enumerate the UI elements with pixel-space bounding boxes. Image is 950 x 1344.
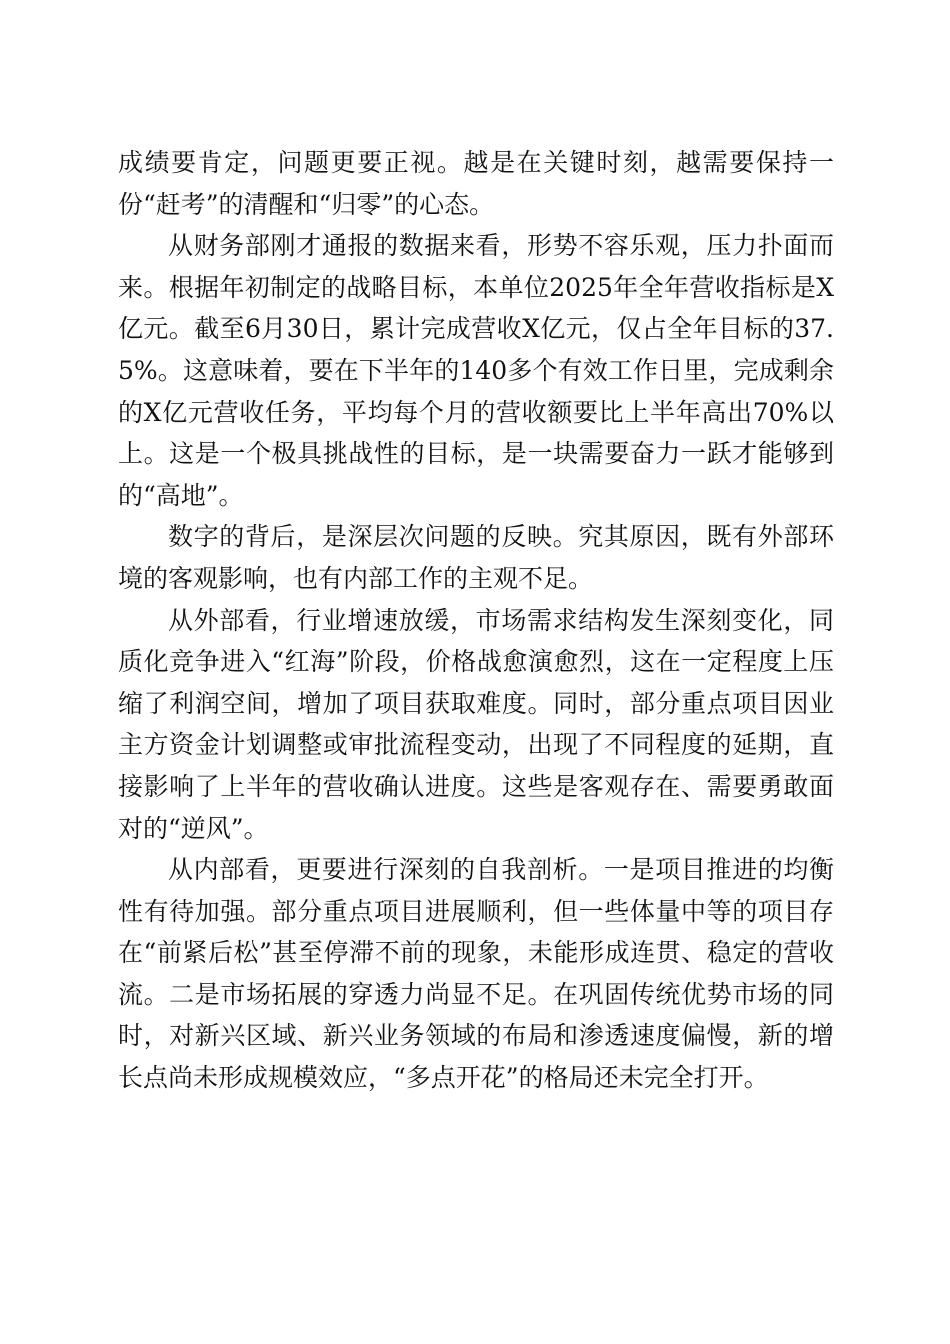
paragraph-finance-data: 从财务部刚才通报的数据来看，形势不容乐观，压力扑面而来。根据年初制定的战略目标，本单位2025年全年营收指标是X亿元。截至6月30日，累计完成营收X亿元，仅占全年目标的37.5%。这意味着，要在下半年的140多个有效工作日里，完成剩余的X亿元营收任务，平均每个月的营收额要比上半年高出70%以上。这是一个极具挑战性的目标，是一块需要奋力一跃才能够到的“高地”。 bbox=[118, 231, 834, 510]
paragraph-root-causes: 数字的背后，是深层次问题的反映。究其原因，既有外部环境的客观影响，也有内部工作的主观不足。 bbox=[118, 522, 834, 593]
paragraph-external-factors: 从外部看，行业增速放缓，市场需求结构发生深刻变化，同质化竞争进入“红海”阶段，价格战愈演愈烈，这在一定程度上压缩了利润空间，增加了项目获取难度。同时，部分重点项目因业主方资金计划调整或审批流程变动，出现了不同程度的延期，直接影响了上半年的营收确认进度。这些是客观存在、需要勇敢面对的“逆风”。 bbox=[118, 605, 834, 843]
paragraph-internal-factors: 从内部看，更要进行深刻的自我剖析。一是项目推进的均衡性有待加强。部分重点项目进展顺利，但一些体量中等的项目存在“前紧后松”甚至停滞不前的现象，未能形成连贯、稳定的营收流。二是市场拓展的穿透力尚显不足。在巩固传统优势市场的同时，对新兴区域、新兴业务领域的布局和渗透速度偏慢，新的增长点尚未形成规模效应，“多点开花”的格局还未完全打开。 bbox=[118, 855, 834, 1093]
document-body bbox=[118, 142, 834, 1099]
paragraph-continuation: 成绩要肯定，问题更要正视。越是在关键时刻，越需要保持一份“赶考”的清醒和“归零”的心态。 bbox=[118, 148, 834, 219]
